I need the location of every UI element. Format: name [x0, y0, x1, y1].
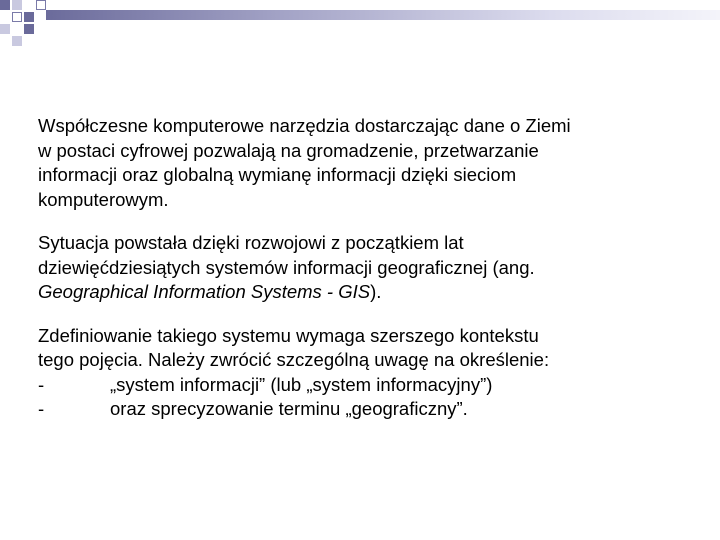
- paragraph-1: [38, 114, 698, 212]
- paragraph-1-line-2: w postaci cyfrowej pozwalają na gromadzenie, przetwarzanie: [38, 139, 539, 161]
- paragraph-3-line-2: tego pojęcia. Należy zwrócić szczególną uwagę na określenie:: [38, 349, 550, 370]
- gis-term: Geographical Information Systems - GIS: [38, 281, 371, 302]
- corner-square-8: [12, 36, 22, 46]
- corner-square-7: [24, 24, 34, 34]
- bullet-dash: -: [38, 373, 45, 395]
- paragraph-1-line-1: Współczesne komputerowe narzędzia dostarczając dane o Ziemi: [38, 115, 571, 136]
- corner-square-5: [24, 12, 34, 22]
- header-gradient-bar: [46, 10, 720, 20]
- bullet-item-1: [38, 373, 698, 398]
- bullet-text: „system informacji” (lub „system informacyjny”): [110, 373, 493, 395]
- paragraph-2-line-3: [38, 280, 698, 305]
- corner-square-4: [12, 12, 22, 22]
- slide-body: [38, 114, 698, 441]
- paragraph-2-line-1: Sytuacja powstała dzięki rozwojowi z początkiem lat: [38, 232, 464, 253]
- gis-term-suffix: ).: [370, 281, 382, 302]
- paragraph-2-line-2: dziewięćdziesiątych systemów informacji geograficznej (ang.: [38, 256, 535, 278]
- paragraph-2: [38, 231, 698, 305]
- corner-square-1: [0, 0, 10, 10]
- paragraph-3-line-1: Zdefiniowanie takiego systemu wymaga szerszego kontekstu: [38, 324, 539, 346]
- bullet-item-2: [38, 397, 698, 422]
- corner-square-3: [36, 0, 46, 10]
- paragraph-3: [38, 324, 698, 422]
- corner-square-2: [12, 0, 22, 10]
- corner-square-6: [0, 24, 10, 34]
- paragraph-1-line-4: komputerowym.: [38, 188, 169, 210]
- bullet-text: oraz sprecyzowanie terminu „geograficzny”.: [110, 398, 468, 419]
- bullet-dash: -: [38, 398, 45, 419]
- paragraph-1-line-3: informacji oraz globalną wymianę informacji dzięki sieciom: [38, 164, 517, 185]
